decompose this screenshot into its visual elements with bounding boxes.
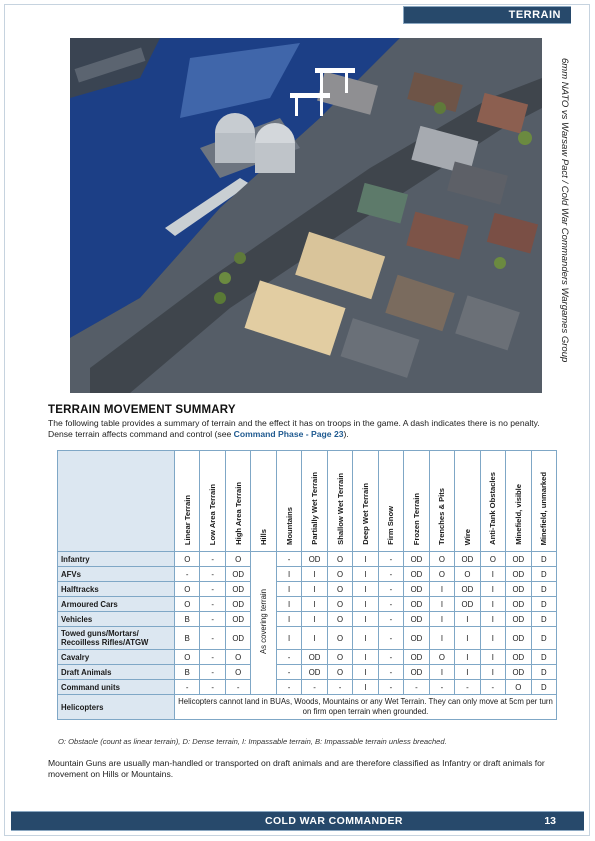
table-cell: OD: [404, 627, 429, 650]
table-cell: I: [455, 627, 480, 650]
table-cell: OD: [404, 597, 429, 612]
table-cell: O: [327, 665, 352, 680]
table-cell: -: [276, 650, 301, 665]
table-cell: I: [353, 567, 378, 582]
table-cell: I: [353, 552, 378, 567]
table-cell: I: [276, 567, 301, 582]
table-cell: O: [327, 552, 352, 567]
table-cell: OD: [302, 650, 327, 665]
row-label: Vehicles: [58, 612, 175, 627]
table-cell: B: [175, 627, 200, 650]
table-cell: OD: [225, 582, 250, 597]
table-cell: OD: [404, 650, 429, 665]
table-cell: I: [429, 665, 454, 680]
table-cell: O: [429, 567, 454, 582]
table-cell: O: [327, 582, 352, 597]
table-cell: I: [276, 582, 301, 597]
table-cell: OD: [404, 567, 429, 582]
table-cell: OD: [506, 567, 531, 582]
table-corner: [58, 451, 175, 552]
table-cell: I: [302, 582, 327, 597]
table-legend: O: Obstacle (count as linear terrain), D: Dense terrain, I: Impassable terrain, B: Impassable terrain unless breached.: [58, 737, 447, 746]
covering-terrain-cell: [251, 552, 276, 695]
table-cell: I: [480, 612, 505, 627]
table-cell: I: [480, 627, 505, 650]
table-cell: OD: [506, 612, 531, 627]
table-cell: I: [480, 597, 505, 612]
table-cell: I: [480, 582, 505, 597]
table-cell: I: [455, 612, 480, 627]
table-cell: -: [455, 680, 480, 695]
row-label: AFVs: [58, 567, 175, 582]
table-cell: I: [455, 650, 480, 665]
table-cell: OD: [455, 597, 480, 612]
table-cell: O: [225, 665, 250, 680]
table-cell: O: [327, 597, 352, 612]
table-cell: OD: [404, 552, 429, 567]
column-header: Partially Wet Terrain: [302, 451, 327, 552]
table-cell: I: [455, 665, 480, 680]
table-cell: OD: [302, 552, 327, 567]
table-cell: OD: [225, 597, 250, 612]
table-cell: -: [200, 650, 225, 665]
photo-credit-text: 6mm NATO vs Warsaw Pact / Cold War Commanders Wargames Group: [559, 58, 570, 363]
table-cell: OD: [506, 552, 531, 567]
table-cell: I: [480, 665, 505, 680]
table-cell: OD: [506, 665, 531, 680]
row-label: Draft Animals: [58, 665, 175, 680]
table-cell: -: [200, 582, 225, 597]
table-row: [58, 612, 557, 627]
table-row: [58, 650, 557, 665]
table-cell: -: [200, 680, 225, 695]
column-header: High Area Terrain: [225, 451, 250, 552]
table-cell: I: [302, 612, 327, 627]
section-tab-label: TERRAIN: [508, 9, 561, 21]
table-cell: -: [404, 680, 429, 695]
table-cell: -: [200, 597, 225, 612]
column-header: Mountains: [276, 451, 301, 552]
column-header: Minefield, unmarked: [531, 451, 556, 552]
table-cell: -: [378, 680, 403, 695]
page-number: 13: [544, 815, 556, 827]
table-cell: OD: [506, 627, 531, 650]
table-cell: OD: [455, 552, 480, 567]
table-row-helicopters: [58, 695, 557, 720]
table-cell: I: [276, 612, 301, 627]
table-cell: -: [200, 665, 225, 680]
table-cell: OD: [404, 582, 429, 597]
table-cell: -: [378, 582, 403, 597]
column-header: Trenches & Pits: [429, 451, 454, 552]
table-row: [58, 582, 557, 597]
intro-paragraph: [48, 418, 562, 440]
table-cell: I: [353, 582, 378, 597]
terrain-photo: [70, 38, 542, 393]
terrain-photo-image: [70, 38, 542, 393]
table-cell: O: [327, 567, 352, 582]
table-cell: OD: [225, 627, 250, 650]
row-label: Command units: [58, 680, 175, 695]
table-cell: -: [175, 567, 200, 582]
command-phase-link[interactable]: Command Phase - Page 23: [233, 429, 344, 439]
table-cell: -: [327, 680, 352, 695]
table-cell: I: [302, 597, 327, 612]
table-cell: -: [378, 627, 403, 650]
table-row: [58, 552, 557, 567]
table-cell: -: [429, 680, 454, 695]
table-cell: OD: [404, 665, 429, 680]
table-cell: -: [200, 627, 225, 650]
table-cell: O: [480, 552, 505, 567]
column-header: Anti-Tank Obstacles: [480, 451, 505, 552]
table-cell: B: [175, 665, 200, 680]
table-cell: I: [353, 650, 378, 665]
table-cell: OD: [506, 582, 531, 597]
table-cell: -: [200, 567, 225, 582]
table-cell: -: [200, 612, 225, 627]
table-cell: I: [480, 567, 505, 582]
table-cell: I: [302, 567, 327, 582]
table-cell: I: [302, 627, 327, 650]
table-cell: I: [429, 627, 454, 650]
table-cell: D: [531, 627, 556, 650]
column-header: Firm Snow: [378, 451, 403, 552]
row-label: Towed guns/Mortars/ Recoilless Rifles/ATGW: [58, 627, 175, 650]
table-cell: D: [531, 597, 556, 612]
page-footer: [11, 811, 584, 831]
table-cell: D: [531, 552, 556, 567]
column-header: Frozen Terrain: [404, 451, 429, 552]
table-cell: O: [175, 582, 200, 597]
section-title: TERRAIN MOVEMENT SUMMARY: [48, 404, 236, 416]
row-label: Helicopters: [58, 695, 175, 720]
table-cell: -: [378, 597, 403, 612]
table-cell: -: [378, 552, 403, 567]
column-header: Minefield, visible: [506, 451, 531, 552]
row-label: Cavalry: [58, 650, 175, 665]
table-row: [58, 680, 557, 695]
book-title: COLD WAR COMMANDER: [265, 815, 403, 827]
row-label: Infantry: [58, 552, 175, 567]
table-cell: OD: [225, 612, 250, 627]
table-cell: O: [225, 650, 250, 665]
table-cell: I: [480, 650, 505, 665]
column-header: Linear Terrain: [175, 451, 200, 552]
table-cell: -: [302, 680, 327, 695]
table-cell: I: [429, 612, 454, 627]
covering-terrain-label: As covering terrain: [259, 589, 269, 655]
table-cell: -: [276, 665, 301, 680]
table-cell: -: [276, 552, 301, 567]
table-cell: O: [175, 552, 200, 567]
intro-end: ).: [343, 429, 349, 439]
table-cell: O: [175, 650, 200, 665]
table-cell: I: [353, 680, 378, 695]
table-cell: B: [175, 612, 200, 627]
table-cell: I: [353, 597, 378, 612]
table-row: [58, 597, 557, 612]
table-cell: OD: [506, 597, 531, 612]
table-cell: OD: [455, 582, 480, 597]
helicopters-rule: Helicopters cannot land in BUAs, Woods, Mountains or any Wet Terrain. They can only move at 5cm per turn on firm open terrain when grounded.: [175, 695, 557, 720]
column-header: Deep Wet Terrain: [353, 451, 378, 552]
table-cell: -: [480, 680, 505, 695]
table-cell: OD: [225, 567, 250, 582]
table-cell: I: [429, 597, 454, 612]
table-cell: O: [455, 567, 480, 582]
table-cell: D: [531, 567, 556, 582]
table-cell: -: [378, 650, 403, 665]
table-cell: D: [531, 582, 556, 597]
intro-text: The following table provides a summary of terrain and the effect it has on troops in the game. A dash indicates there is no penalty. Dense terrain affects command and control (see: [48, 418, 540, 439]
row-label: Armoured Cars: [58, 597, 175, 612]
table-cell: O: [506, 680, 531, 695]
table-cell: -: [175, 680, 200, 695]
column-header: Wire: [455, 451, 480, 552]
table-cell: -: [200, 552, 225, 567]
table-cell: D: [531, 665, 556, 680]
table-cell: OD: [302, 665, 327, 680]
table-cell: D: [531, 680, 556, 695]
table-cell: I: [276, 597, 301, 612]
table-row: [58, 665, 557, 680]
photo-credit: [556, 58, 572, 388]
table-cell: OD: [404, 612, 429, 627]
table-cell: O: [327, 650, 352, 665]
table-cell: -: [378, 612, 403, 627]
table-cell: OD: [506, 650, 531, 665]
row-label: Halftracks: [58, 582, 175, 597]
column-header: Shallow Wet Terrain: [327, 451, 352, 552]
table-cell: -: [225, 680, 250, 695]
table-cell: O: [429, 552, 454, 567]
table-cell: -: [378, 567, 403, 582]
table-cell: I: [429, 582, 454, 597]
table-cell: D: [531, 650, 556, 665]
terrain-movement-table: [57, 450, 557, 720]
table-cell: O: [175, 597, 200, 612]
table-cell: I: [276, 627, 301, 650]
column-header: Low Area Terrain: [200, 451, 225, 552]
table-cell: -: [378, 665, 403, 680]
mountain-guns-note: Mountain Guns are usually man-handled or transported on draft animals and are therefore classified as Infantry or draft animals for movement on Hills or Mountains.: [48, 758, 545, 779]
table-cell: O: [327, 627, 352, 650]
table-row: [58, 627, 557, 650]
column-header: Hills: [251, 451, 276, 552]
table-row: [58, 567, 557, 582]
table-cell: D: [531, 612, 556, 627]
table-header-row: [58, 451, 557, 552]
table-cell: I: [353, 627, 378, 650]
table-cell: I: [353, 612, 378, 627]
table-cell: O: [225, 552, 250, 567]
table-cell: O: [429, 650, 454, 665]
table-cell: O: [327, 612, 352, 627]
section-tab: [403, 6, 571, 24]
table-cell: -: [276, 680, 301, 695]
table-cell: I: [353, 665, 378, 680]
